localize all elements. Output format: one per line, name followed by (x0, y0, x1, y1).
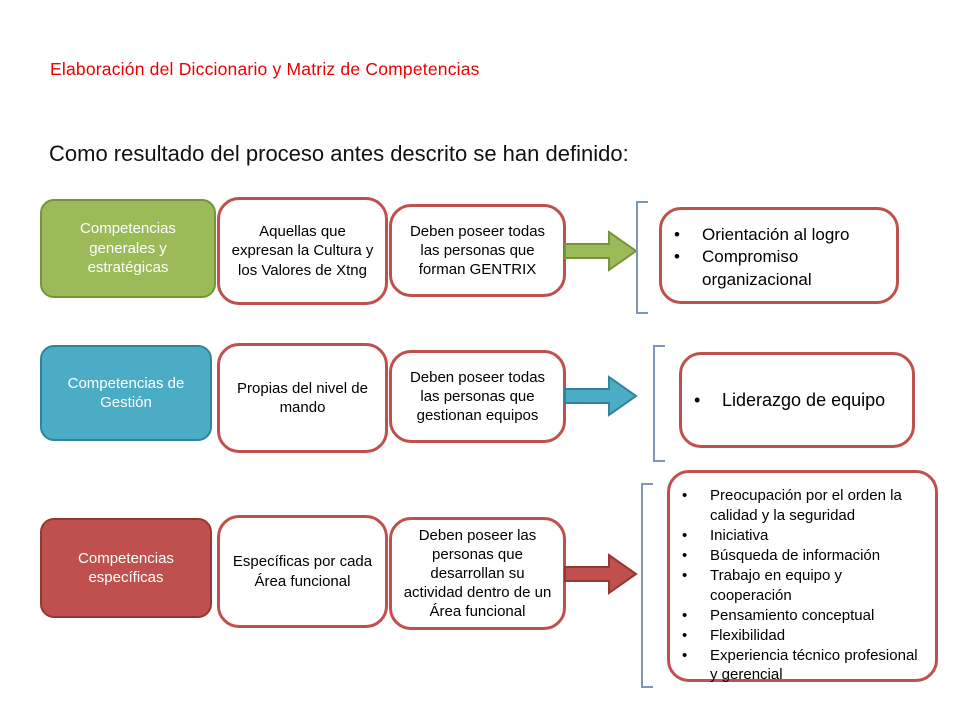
list-item: • Iniciativa (670, 526, 925, 546)
left-bracket-shape (636, 201, 648, 314)
list-item: • Compromiso organizacional (662, 246, 888, 291)
row-competencias-especificas (0, 470, 960, 685)
left-bracket-shape (641, 483, 653, 688)
slide-title: Elaboración del Diccionario y Matriz de Competencias (50, 59, 480, 79)
scope-box-especificas: Deben poseer las personas que desarrollan su actividad dentro de un Área funcional (389, 517, 566, 630)
scope-box-gestion: Deben poseer todas las personas que gestionan equipos (389, 350, 566, 443)
category-box-especificas: Competencias específicas (40, 518, 212, 618)
competency-list-box-generales (659, 207, 899, 304)
right-arrow-icon (564, 230, 638, 272)
category-box-gestion: Competencias de Gestión (40, 345, 212, 441)
list-item: • Trabajo en equipo y cooperación (670, 566, 925, 606)
competency-list (682, 390, 906, 411)
competency-list-box-gestion (679, 352, 915, 448)
row-competencias-generales (0, 197, 960, 317)
list-item: • Preocupación por el orden la calidad y la seguridad (670, 486, 925, 526)
list-item: • Flexibilidad (670, 626, 925, 646)
definition-box-generales: Aquellas que expresan la Cultura y los Valores de Xtng (217, 197, 388, 305)
definition-box-especificas: Específicas por cada Área funcional (217, 515, 388, 628)
definition-box-gestion: Propias del nivel de mando (217, 343, 388, 453)
scope-box-generales: Deben poseer todas las personas que forman GENTRIX (389, 204, 566, 297)
competency-list (670, 486, 925, 685)
list-item: • Experiencia técnico profesional y gerencial (670, 646, 925, 686)
list-item: • Orientación al logro (662, 224, 888, 246)
competency-list-box-especificas (667, 470, 938, 682)
competency-list (662, 224, 888, 291)
right-arrow-icon (564, 375, 638, 417)
list-item: • Búsqueda de información (670, 546, 925, 566)
right-arrow-icon (564, 553, 638, 595)
slide-subtitle: Como resultado del proceso antes descrito se han definido: (49, 141, 629, 166)
list-item: • Liderazgo de equipo (682, 390, 906, 411)
category-box-generales: Competencias generales y estratégicas (40, 199, 216, 298)
row-competencias-gestion (0, 343, 960, 463)
list-item: • Pensamiento conceptual (670, 606, 925, 626)
left-bracket-shape (653, 345, 665, 462)
